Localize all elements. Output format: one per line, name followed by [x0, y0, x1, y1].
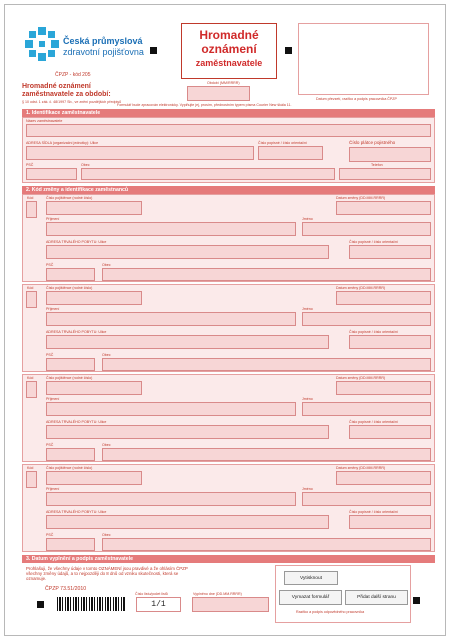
- employer-city-label: Obec: [81, 163, 90, 167]
- change-date-input[interactable]: [336, 471, 431, 485]
- insured-number-input[interactable]: [46, 381, 142, 395]
- print-button[interactable]: Vytisknout: [284, 571, 338, 585]
- employer-house-label: Číslo popisné / číslo orientační: [258, 141, 307, 145]
- residence-address-label: ADRESA TRVALÉHO POBYTU: Ulice: [46, 330, 107, 334]
- firstname-label: Jméno: [302, 397, 313, 401]
- employer-psc-input[interactable]: [26, 168, 77, 180]
- residence-address-label: ADRESA TRVALÉHO POBYTU: Ulice: [46, 420, 107, 424]
- residence-house-label: Číslo popisné / číslo orientační: [349, 330, 398, 334]
- change-date-input[interactable]: [336, 381, 431, 395]
- residence-house-input[interactable]: [349, 245, 431, 259]
- insured-number-label: Číslo pojištěnce (rodné číslo): [46, 286, 93, 290]
- scan-mark-bottom-left: [37, 601, 44, 608]
- section-3-heading: 3. Datum vyplnění a podpis zaměstnavatele: [22, 555, 435, 563]
- insured-number-input[interactable]: [46, 201, 142, 215]
- clear-form-button[interactable]: Vymazat formulář: [279, 590, 342, 605]
- surname-label: Příjmení: [46, 487, 60, 491]
- change-date-label: Datum změny (DD.MM.RRRR): [336, 376, 386, 380]
- firstname-label: Jméno: [302, 307, 313, 311]
- residence-street-input[interactable]: [46, 515, 329, 529]
- scan-mark-top-left: [150, 47, 157, 54]
- residence-house-label: Číslo popisné / číslo orientační: [349, 240, 398, 244]
- cpzp-logo: [25, 27, 145, 65]
- section-2-heading: 2. Kód změny a identifikace zaměstnanců: [22, 186, 435, 194]
- residence-city-input[interactable]: [102, 358, 431, 371]
- declaration-line-3: oznamuje.: [26, 576, 47, 581]
- legal-reference: § 10 odst. 1 zák. č. 48/1997 Sb., ve znění pozdějších předpisů: [22, 100, 122, 104]
- insured-number-input[interactable]: [46, 471, 142, 485]
- insured-number-input[interactable]: [46, 291, 142, 305]
- form-title-1: Hromadné oznámení: [22, 83, 91, 90]
- employer-name-label: Název zaměstnavatele: [26, 119, 63, 123]
- firstname-input[interactable]: [302, 402, 431, 416]
- insured-number-label: Číslo pojištěnce (rodné číslo): [46, 466, 93, 470]
- declaration-line-2: všechny změny údajů, a to nejpozději do 8 dnů od vzniku skutečnosti, která se: [26, 571, 179, 576]
- section-1-heading: 1. Identifikace zaměstnavatele: [22, 109, 435, 117]
- code-label: Kód: [27, 376, 34, 380]
- change-code-input[interactable]: [26, 201, 37, 218]
- change-date-input[interactable]: [336, 291, 431, 305]
- residence-city-input[interactable]: [102, 448, 431, 461]
- signature-caption: Razítko a podpis odpovědného pracovníka: [296, 610, 365, 614]
- residence-city-input[interactable]: [102, 538, 431, 551]
- residence-psc-label: PSČ: [46, 443, 54, 447]
- scan-mark-bottom-right: [413, 597, 420, 604]
- residence-psc-label: PSČ: [46, 353, 54, 357]
- payer-number-label: Číslo plátce pojistného: [349, 140, 396, 145]
- scan-mark-top-right: [285, 47, 292, 54]
- employer-psc-label: PSČ: [26, 163, 34, 167]
- surname-label: Příjmení: [46, 397, 60, 401]
- residence-street-input[interactable]: [46, 335, 329, 349]
- residence-street-input[interactable]: [46, 425, 329, 439]
- code-label: Kód: [27, 286, 34, 290]
- surname-label: Příjmení: [46, 307, 60, 311]
- firstname-label: Jméno: [302, 217, 313, 221]
- firstname-input[interactable]: [302, 312, 431, 326]
- residence-house-input[interactable]: [349, 515, 431, 529]
- surname-input[interactable]: [46, 312, 296, 326]
- surname-input[interactable]: [46, 492, 296, 506]
- residence-address-label: ADRESA TRVALÉHO POBYTU: Ulice: [46, 240, 107, 244]
- change-code-input[interactable]: [26, 291, 37, 308]
- change-date-label: Datum změny (DD.MM.RRRR): [336, 196, 386, 200]
- firstname-label: Jméno: [302, 487, 313, 491]
- logo-line-1: Česká průmyslová: [63, 36, 143, 46]
- residence-address-label: ADRESA TRVALÉHO POBYTU: Ulice: [46, 510, 107, 514]
- form-version: ČPZP 73.51/2010: [45, 586, 87, 592]
- fill-date-input[interactable]: [192, 597, 269, 612]
- add-page-button[interactable]: Přidat další stranu: [345, 590, 408, 605]
- employer-phone-input[interactable]: [339, 168, 431, 180]
- residence-city-label: Obec: [102, 443, 111, 447]
- employer-street-input[interactable]: [26, 146, 254, 160]
- change-date-input[interactable]: [336, 201, 431, 215]
- title-box: [181, 23, 277, 79]
- change-date-label: Datum změny (DD.MM.RRRR): [336, 466, 386, 470]
- employer-city-input[interactable]: [81, 168, 335, 180]
- residence-city-input[interactable]: [102, 268, 431, 281]
- barcode: [57, 597, 125, 611]
- employer-address-label: ADRESA SÍDLA (organizační jednotky): Ulice: [26, 141, 99, 145]
- residence-house-label: Číslo popisné / číslo orientační: [349, 510, 398, 514]
- residence-house-label: Číslo popisné / číslo orientační: [349, 420, 398, 424]
- period-input[interactable]: [187, 86, 250, 101]
- residence-psc-input[interactable]: [46, 268, 95, 281]
- employer-house-input[interactable]: [258, 146, 323, 160]
- payer-number-input[interactable]: [349, 147, 431, 162]
- residence-psc-label: PSČ: [46, 263, 54, 267]
- surname-label: Příjmení: [46, 217, 60, 221]
- code-label: Kód: [27, 196, 34, 200]
- title-line-2: oznámení: [201, 42, 257, 56]
- stamp-caption: Datum převzetí, razítko a podpis pracovníka ČPZP: [316, 97, 397, 101]
- title-line-3: zaměstnavatele: [195, 58, 263, 68]
- residence-street-input[interactable]: [46, 245, 329, 259]
- residence-psc-input[interactable]: [46, 358, 95, 371]
- sheet-count-label: Číslo listu/počet listů: [135, 592, 168, 596]
- surname-input[interactable]: [46, 222, 296, 236]
- form-title-2: zaměstnavatele za období:: [22, 91, 111, 98]
- surname-input[interactable]: [46, 402, 296, 416]
- form-code: ČPZP - kód 205: [55, 72, 91, 78]
- fill-date-label: Vyplněno dne (DD.MM.RRRR): [193, 592, 242, 596]
- stamp-box: [298, 23, 429, 95]
- period-label: Období (MM/RRRR): [207, 81, 240, 85]
- change-code-input[interactable]: [26, 381, 37, 398]
- firstname-input[interactable]: [302, 222, 431, 236]
- cross-logo-icon: [25, 27, 59, 61]
- logo-line-2: zdravotní pojišťovna: [63, 47, 144, 57]
- residence-city-label: Obec: [102, 533, 111, 537]
- declaration-line-1: Prohlašuji, že všechny údaje v tomto OZNÁMENÍ jsou pravdivé a že ohlásím ČPZP: [26, 566, 188, 571]
- firstname-input[interactable]: [302, 492, 431, 506]
- residence-city-label: Obec: [102, 263, 111, 267]
- residence-house-input[interactable]: [349, 335, 431, 349]
- residence-psc-input[interactable]: [46, 448, 95, 461]
- residence-city-label: Obec: [102, 353, 111, 357]
- form-note: Formulář bude zpracován elektronicky. Vyplňujte jej, prosím, přednostním typem písma Courier New škála 11.: [117, 103, 292, 107]
- employer-name-input[interactable]: [26, 124, 431, 137]
- code-label: Kód: [27, 466, 34, 470]
- residence-psc-input[interactable]: [46, 538, 95, 551]
- change-code-input[interactable]: [26, 471, 37, 488]
- insured-number-label: Číslo pojištěnce (rodné číslo): [46, 196, 93, 200]
- form-page: [4, 4, 446, 636]
- insured-number-label: Číslo pojištěnce (rodné číslo): [46, 376, 93, 380]
- residence-psc-label: PSČ: [46, 533, 54, 537]
- employer-phone-label: Telefon: [371, 163, 383, 167]
- title-line-1: Hromadné: [199, 28, 259, 42]
- residence-house-input[interactable]: [349, 425, 431, 439]
- sheet-count-field: 1/1: [136, 597, 181, 612]
- change-date-label: Datum změny (DD.MM.RRRR): [336, 286, 386, 290]
